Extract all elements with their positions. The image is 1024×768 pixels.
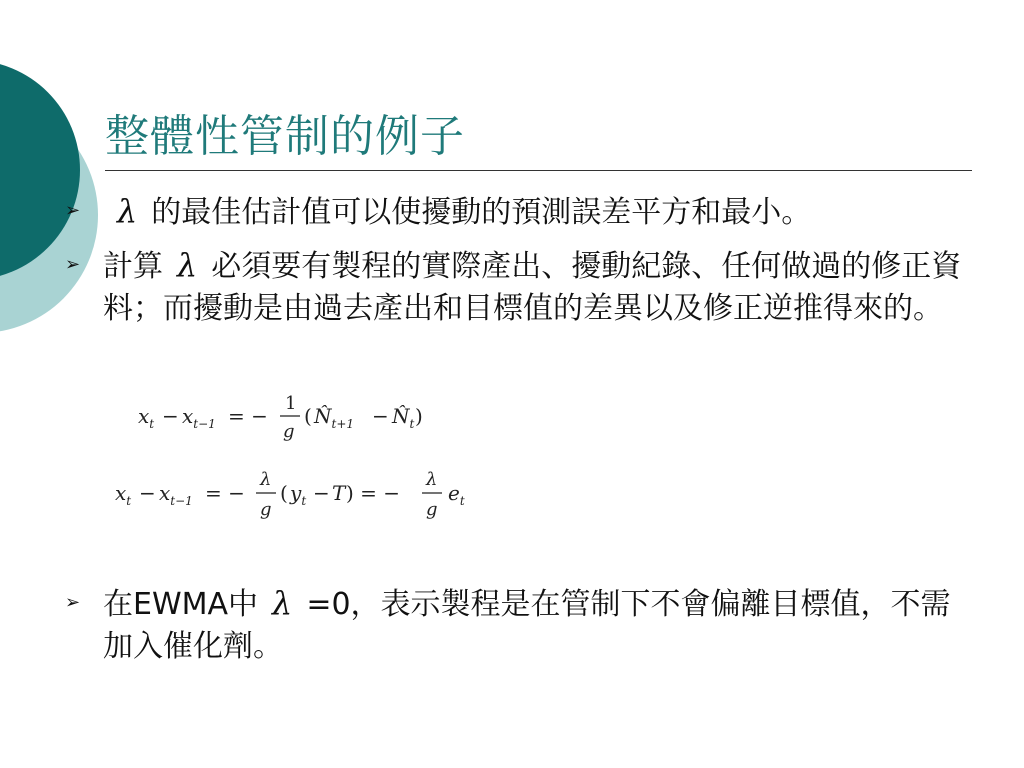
bullet-prefix: 計算: [103, 249, 163, 284]
svg-text:λ: λ: [260, 469, 272, 490]
svg-text:xt: $x_t$: [138, 404, 155, 431]
svg-text:xt−1: $x_{t-1}$: [159, 481, 193, 508]
bullet-item-3: [65, 582, 963, 668]
svg-text:g: g: [283, 421, 295, 442]
svg-text:1: 1: [285, 393, 297, 414]
bullet-text: 的最佳估計值可以使擾動的預測誤差平方和最小。: [151, 195, 812, 230]
svg-text:et: $e_t$: [448, 481, 465, 508]
svg-text:g: g: [260, 499, 272, 520]
arrow-bullet-icon: ➢: [65, 200, 81, 221]
lambda-symbol: λ: [177, 246, 198, 284]
svg-text:(: (: [280, 481, 288, 505]
svg-text:(: (: [304, 404, 312, 428]
slide-title: 整體性管制的例子: [105, 111, 465, 162]
svg-text:N̂t+1: $N̂_{t+1}$: [314, 404, 355, 431]
bullet-text: =0，表示製程是在管制下不會偏離目標值，不需加入催化劑。: [103, 587, 951, 664]
bullet-item-1: [65, 190, 983, 234]
svg-text:) = −: ) = −: [346, 481, 401, 505]
title-divider: [105, 170, 972, 171]
arrow-bullet-icon: ➢: [65, 592, 81, 613]
decorative-circles: [0, 0, 120, 420]
svg-text:N̂t: $N̂_t$: [392, 404, 415, 431]
arrow-bullet-icon: ➢: [65, 254, 81, 275]
svg-text:−: −: [162, 404, 179, 428]
ewma-formula-image: [110, 385, 480, 535]
svg-text:xt: $x_t$: [115, 481, 132, 508]
svg-text:T: T: [332, 481, 346, 505]
bullet-item-2: [65, 244, 963, 330]
svg-text:= −: = −: [228, 404, 268, 428]
bullet-prefix: 在EWMA中: [103, 587, 259, 622]
svg-text:−: −: [139, 481, 156, 505]
svg-text:yt: $y_t$: [290, 481, 307, 508]
svg-text:xt−1: $x_{t-1}$: [182, 404, 216, 431]
bullet-text: 必須要有製程的實際產出、擾動紀錄、任何做過的修正資料；而擾動是由過去產出和目標值的差異以及修正逆推得來的。: [103, 249, 962, 326]
svg-text:λ: λ: [426, 469, 438, 490]
svg-text:−: −: [372, 404, 389, 428]
svg-text:): ): [415, 404, 423, 428]
lambda-symbol: λ: [117, 192, 138, 230]
svg-text:= −: = −: [205, 481, 245, 505]
svg-text:g: g: [426, 499, 438, 520]
svg-text:−: −: [313, 481, 330, 505]
lambda-symbol: λ: [272, 584, 293, 622]
